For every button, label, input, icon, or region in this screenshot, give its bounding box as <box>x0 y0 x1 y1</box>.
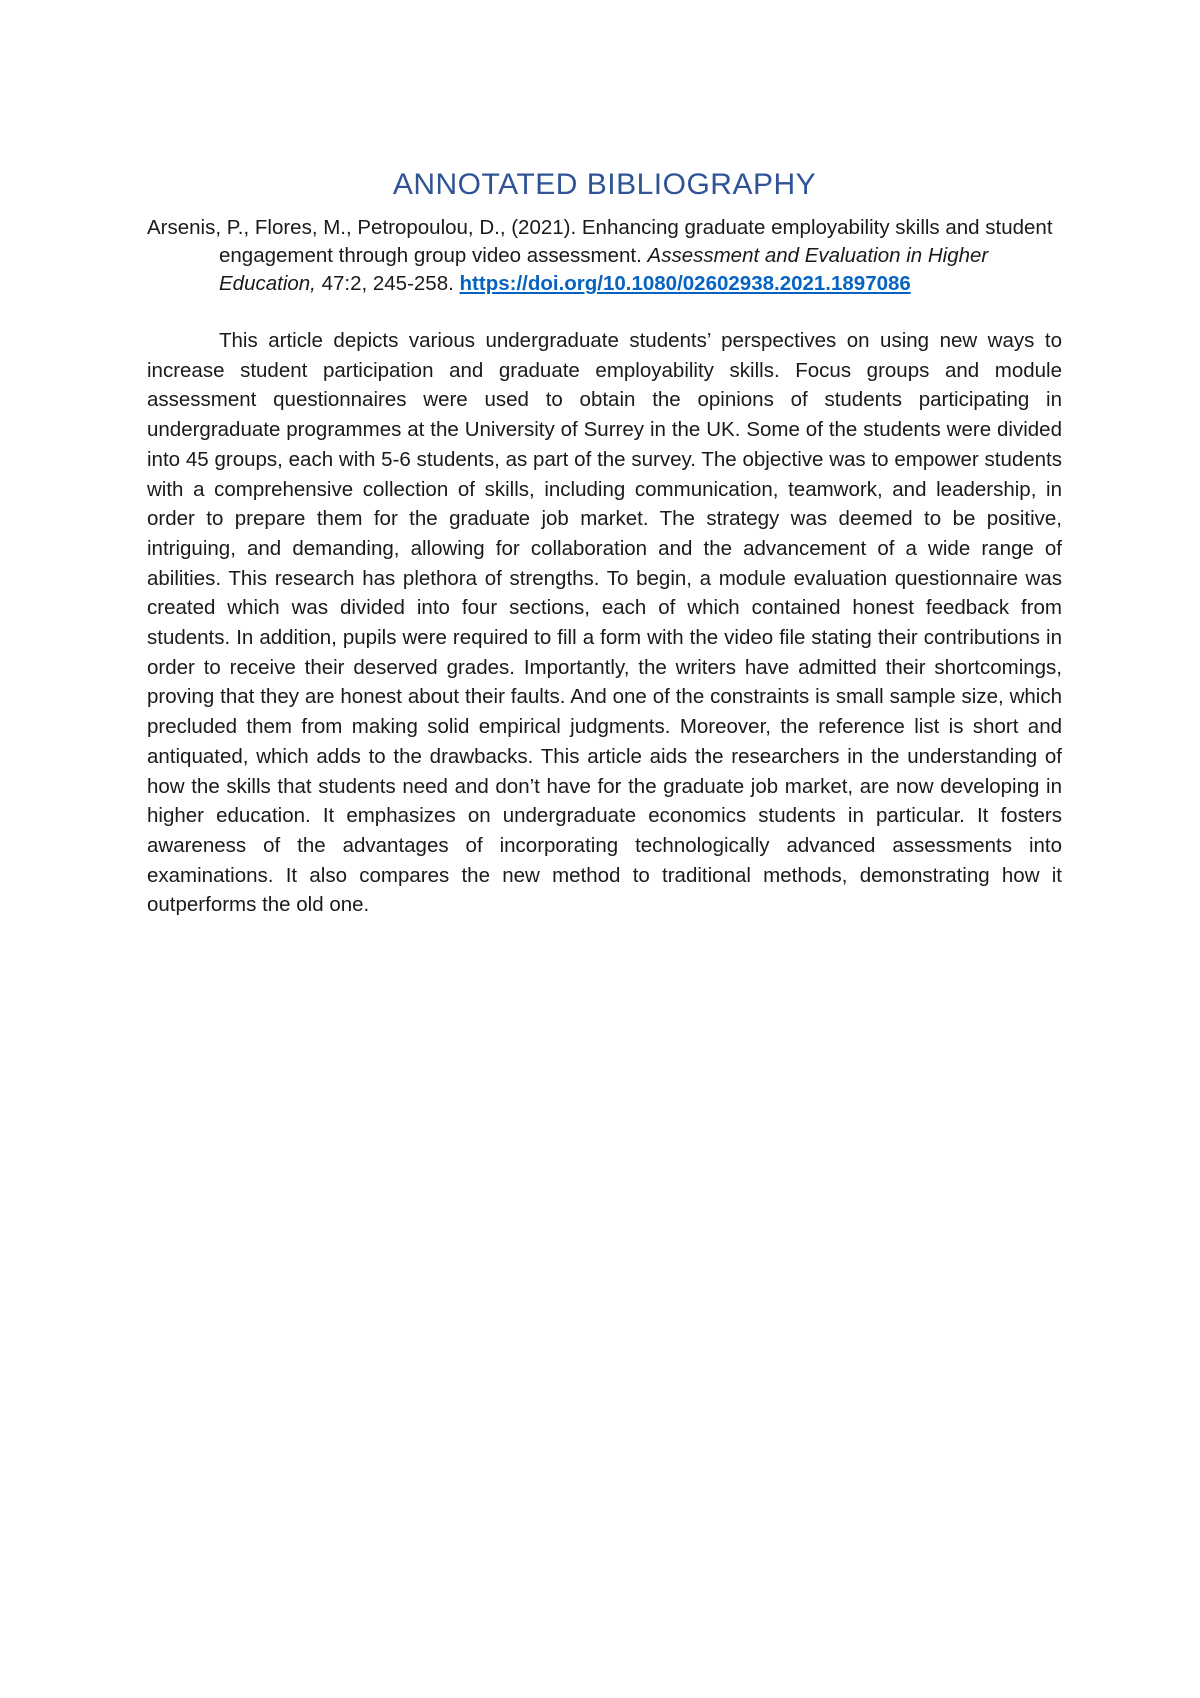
doi-link[interactable]: https://doi.org/10.1080/02602938.2021.1897086 <box>459 272 911 295</box>
citation-entry <box>147 214 1062 298</box>
citation-authors-title: Arsenis, P., Flores, M., Petropoulou, D., (2021). Enhancing graduate employability skills and student engagement through group video assessment. <box>147 216 1053 267</box>
document-body <box>147 166 1062 920</box>
annotation-paragraph: This article depicts various undergraduate students’ perspectives on using new ways to increase student participation and graduate employability skills. Focus groups and module assessment questionnaires were used to obtain the opinions of students participating in undergraduate programmes at the University of Surrey in the UK. Some of the students were divided into 45 groups, each with 5-6 students, as part of the survey. The objective was to empower students with a comprehensive collection of skills, including communication, teamwork, and leadership, in order to prepare them for the graduate job market. The strategy was deemed to be positive, intriguing, and demanding, allowing for collaboration and the advancement of a wide range of abilities. This research has plethora of strengths. To begin, a module evaluation questionnaire was created which was divided into four sections, each of which contained honest feedback from students. In addition, pupils were required to fill a form with the video file stating their contributions in order to receive their deserved grades. Importantly, the writers have admitted their shortcomings, proving that they are honest about their faults. And one of the constraints is small sample size, which precluded them from making solid empirical judgments. Moreover, the reference list is short and antiquated, which adds to the drawbacks. This article aids the researchers in the understanding of how the skills that students need and don’t have for the graduate job market, are now developing in higher education. It emphasizes on undergraduate economics students in particular. It fosters awareness of the advantages of incorporating technologically advanced assessments into examinations. It also compares the new method to traditional methods, demonstrating how it outperforms the old one. <box>147 329 1062 917</box>
citation-volume-pages: 47:2, 245-258. <box>321 272 454 295</box>
citation-journal: Assessment and Evaluation in Higher Education, <box>219 244 989 295</box>
page-title: ANNOTATED BIBLIOGRAPHY <box>392 168 817 201</box>
